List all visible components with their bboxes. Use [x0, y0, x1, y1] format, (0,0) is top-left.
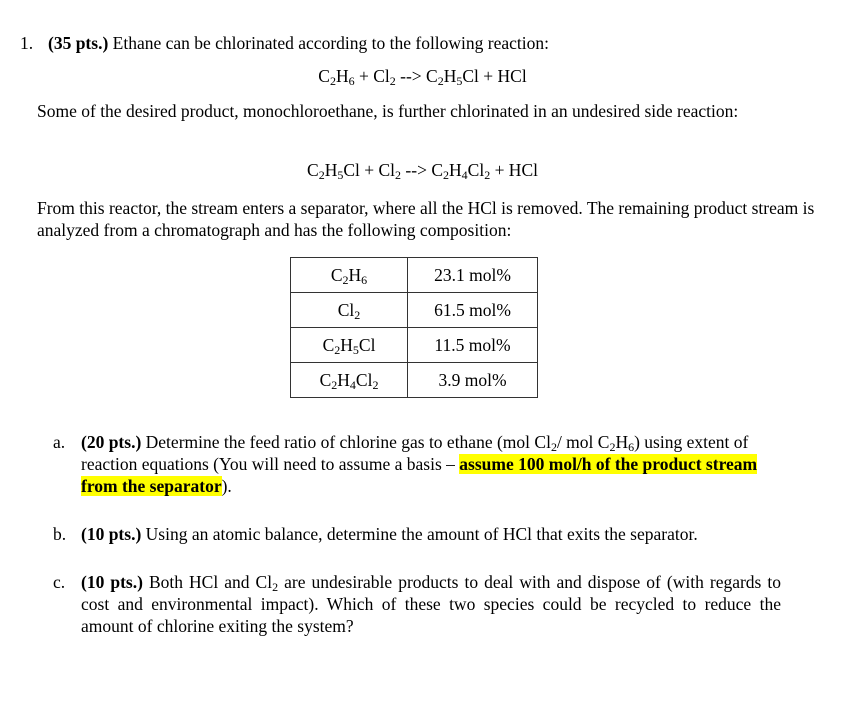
side-reaction-text: Some of the desired product, monochloroethane, is further chlorinated in an undesired side reaction: [37, 101, 739, 121]
species-cell: $C_2H_4Cl_2$ [291, 363, 408, 398]
species-cell: $Cl_2$ [291, 293, 408, 328]
question-intro [48, 32, 828, 54]
question-intro-text: Ethane can be chlorinated according to the following reaction: [108, 33, 550, 53]
highlighted-basis: assume 100 mol/h of the product stream from the separator [81, 454, 758, 496]
subquestion-c-letter: c. [53, 572, 66, 592]
question-points: (35 pts.) [48, 33, 109, 53]
table-row [291, 363, 538, 398]
mol-percent-cell: 23.1 mol% [408, 258, 538, 293]
subquestion-b-letter: b. [53, 524, 67, 544]
mol-percent-cell: 3.9 mol% [408, 363, 538, 398]
table-row [291, 293, 538, 328]
separator-text: From this reactor, the stream enters a separator, where all the HCl is removed. The remaining product stream is analyzed from a chromatograph and has the following composition: [37, 198, 815, 240]
composition-table [290, 257, 538, 398]
table-row [291, 258, 538, 293]
species-cell: $C_2H_6$ [291, 258, 408, 293]
subquestion-b: (10 pts.) Using an atomic balance, determine the amount of HCl that exits the separator. [81, 524, 698, 544]
mol-percent-cell: 11.5 mol% [408, 328, 538, 363]
table-row [291, 328, 538, 363]
reaction-2: $C_2H_5Cl + Cl_2$ --> $C_2H_4Cl_2$ + HCl [307, 160, 538, 182]
subquestion-a-letter: a. [53, 432, 66, 452]
subquestion-a: (20 pts.) Determine the feed ratio of chlorine gas to ethane (mol $Cl_2/$ mol $C_2H_6$) using extent of reaction equations (You will need to assume a basis – assume 100 mol/h of the product stream from the separator). [81, 432, 758, 496]
species-cell: $C_2H_5Cl$ [291, 328, 408, 363]
reaction-1: $C_2H_6 + Cl_2$ --> $C_2H_5Cl$ + HCl [318, 66, 527, 88]
question-number: 1. [20, 33, 34, 53]
subquestion-c: (10 pts.) Both HCl and $Cl_2$ are undesirable products to deal with and dispose of (with regards to cost and environmental impact). Which of these two species could be recycled to reduce the amount of chlorine exiting the system? [81, 572, 782, 636]
mol-percent-cell: 61.5 mol% [408, 293, 538, 328]
